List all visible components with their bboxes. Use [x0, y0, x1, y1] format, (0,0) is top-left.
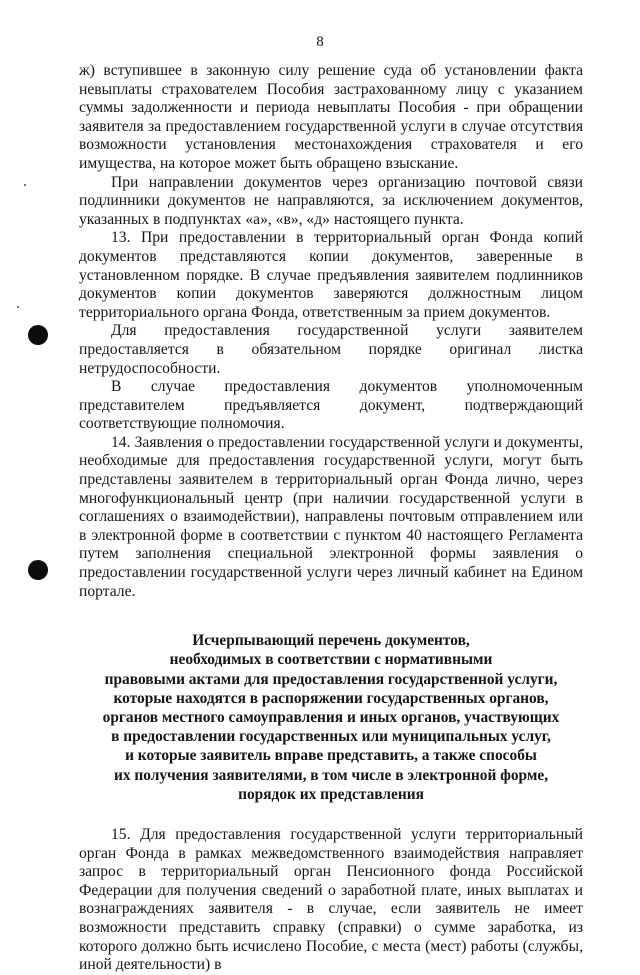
top-paragraphs	[79, 62, 583, 601]
heading-line: их получения заявителями, в том числе в электронной форме,	[113, 766, 549, 784]
bottom-paragraphs	[79, 826, 583, 975]
heading-line: органов местного самоуправления и иных органов, участвующих	[102, 709, 560, 727]
section-heading	[79, 631, 583, 804]
page-number: 8	[316, 34, 324, 50]
heading-line: порядок их представления	[238, 785, 424, 803]
heading-line: необходимых в соответствии с нормативными	[169, 651, 493, 669]
heading-line: и которые заявитель вправе представить, а также способы	[125, 747, 537, 765]
punch-hole-bottom	[28, 560, 48, 580]
scan-speck	[24, 184, 26, 186]
paragraph: При направлении документов через организацию почтовой связи подлинники документов не направляются, за исключением документов, указанных в подпунктах «а», «в», «д» настоящего пункта.	[79, 173, 583, 228]
paragraph: 13. При предоставлении в территориальный орган Фонда копий документов представляются копии документов, заверенные в установленном порядке. В случае предъявления заявителем подлинников документов копии документов заверяются должностным лицом территориального органа Фонда, ответственным за прием документов.	[79, 229, 583, 321]
heading-line: правовыми актами для предоставления государственной услуги,	[104, 670, 558, 688]
punch-hole-top	[28, 325, 48, 345]
paragraph: В случае предоставления документов уполномоченным представителем предъявляется документ, подтверждающий соответствующие полномочия.	[79, 378, 583, 433]
paragraph: ж) вступившее в законную силу решение суда об установлении факта невыплаты страхователем Пособия застрахованному лицу с указанием суммы задолженности и периода невыплаты Пособия - при обращении заявителя за предоставлением государственной услуги в случае отсутствия возможности установления местонахождения страхователя и его имущества, на которое может быть обращено взыскание.	[79, 62, 583, 172]
heading-line: в предоставлении государственных или муниципальных услуг,	[111, 728, 551, 746]
paragraph: 15. Для предоставления государственной услуги территориальный орган Фонда в рамках межведомственного взаимодействия направляет запрос в территориальный орган Пенсионного фонда Российской Федерации для получения сведений о заработной плате, иных выплатах и вознаграждениях заявителя - в случае, если заявитель не имеет возможности представить справку (справки) о сумме заработка, из которого должно быть исчислено Пособие, с места (мест) работы (службы, иной деятельности) в	[79, 826, 583, 974]
document-body	[79, 62, 583, 975]
heading-line: Исчерпывающий перечень документов,	[192, 632, 470, 650]
paragraph: 14. Заявления о предоставлении государственной услуги и документы, необходимые для предоставления государственной услуги, могут быть представлены заявителем в территориальный орган Фонда лично, через многофункциональный центр (при наличии государственной услуги в соглашениях о взаимодействии), направлены почтовым отправлением или в электронной форме в соответствии с пунктом 40 настоящего Регламента путем заполнения специальной электронной формы заявления о предоставлении государственной услуги через личный кабинет на Едином портале.	[79, 433, 583, 600]
paragraph: Для предоставления государственной услуги заявителем предоставляется в обязательном порядке оригинал листка нетрудоспособности.	[79, 322, 583, 377]
scan-speck	[17, 306, 19, 308]
heading-line: которые находятся в распоряжении государственных органов,	[113, 689, 549, 707]
